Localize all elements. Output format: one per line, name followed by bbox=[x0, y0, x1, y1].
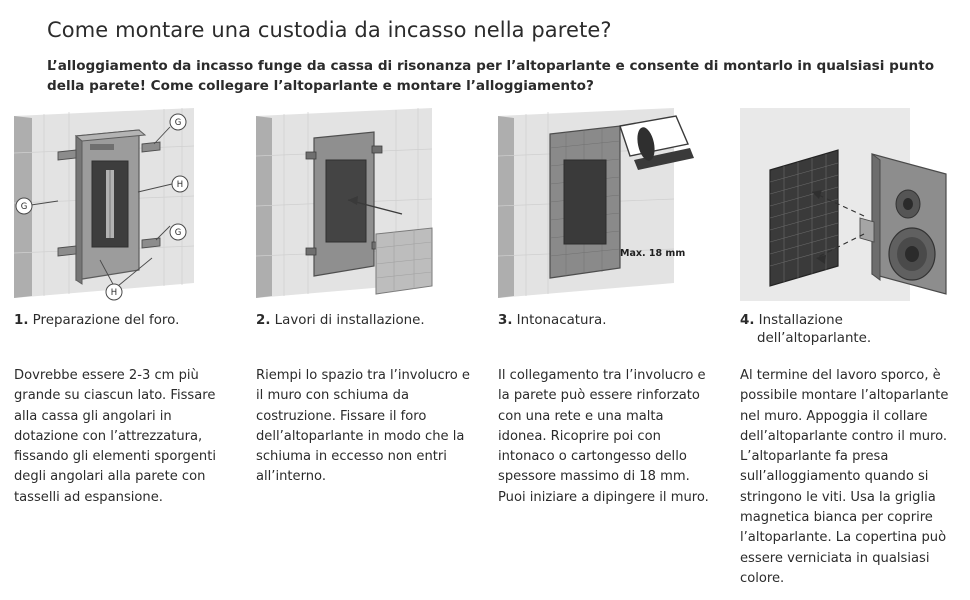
step-title-4: Installazione bbox=[758, 313, 843, 328]
intro-paragraph: L’alloggiamento da incasso funge da cassa di risonanza per l’altoparlante e consente di montarlo in qualsiasi punto della parete! Come collegare l’altoparlante e montare l’alloggiamento? bbox=[47, 58, 935, 94]
step-text-1: Dovrebbe essere 2-3 cm più grande su ciascun lato. Fissare alla cassa gli angolari in dotazione con l’attrezzatura, fissando gli elementi sporgenti degli angolari alla parete con tasselli ad espansione. bbox=[14, 368, 216, 505]
max-thickness-label: Max. 18 mm bbox=[620, 248, 686, 259]
step-heading-2 bbox=[256, 312, 470, 356]
step-text-4: Al termine del lavoro sporco, è possibile montare l’altoparlante nel muro. Appoggia il collare dell’altoparlante contro il muro. L’altoparlante fa presa sull’alloggiamento quando si stringono le viti. Usa la griglia magnetica bianca per coprire l’altoparlante. La copertina può essere verniciata in qualsiasi colore. bbox=[740, 368, 949, 586]
step-column-2 bbox=[242, 108, 484, 589]
plastering-diagram bbox=[498, 108, 712, 301]
steps-container bbox=[0, 108, 970, 589]
step-title-4-line2: dell’altoparlante. bbox=[757, 331, 872, 347]
step-number-3: 3. bbox=[498, 313, 513, 328]
step-heading-4 bbox=[740, 312, 954, 356]
step-title-1: Preparazione del foro. bbox=[32, 313, 180, 328]
step-number-2: 2. bbox=[256, 313, 271, 328]
step-number-4: 4. bbox=[740, 313, 755, 328]
step-heading-3 bbox=[498, 312, 712, 356]
step-heading-1 bbox=[14, 312, 228, 356]
figure-label-g3: G bbox=[20, 202, 28, 212]
step-column-1 bbox=[0, 108, 242, 589]
step-column-4 bbox=[726, 108, 968, 589]
page-title: Come montare una custodia da incasso nella parete? bbox=[47, 18, 612, 42]
step-title-3: Intonacatura. bbox=[516, 313, 607, 328]
figure-label-g2: G bbox=[174, 228, 182, 238]
step-column-3 bbox=[484, 108, 726, 589]
wall-opening-preparation-diagram bbox=[14, 108, 228, 301]
speaker-mounting-diagram bbox=[740, 108, 954, 301]
foam-installation-diagram bbox=[256, 108, 470, 301]
figure-label-g1: G bbox=[174, 118, 182, 128]
step-title-2: Lavori di installazione. bbox=[274, 313, 425, 328]
figure-label-h2: H bbox=[110, 288, 118, 298]
figure-label-h1: H bbox=[176, 180, 184, 190]
step-text-3: Il collegamento tra l’involucro e la parete può essere rinforzato con una rete e una malta idonea. Ricoprire poi con intonaco o cartongesso dello spessore massimo di 18 mm. Puoi iniziare a dipingere il muro. bbox=[498, 368, 709, 505]
step-text-2: Riempi lo spazio tra l’involucro e il muro con schiuma da costruzione. Fissare il foro dell’altoparlante in modo che la schiuma in eccesso non entri all’interno. bbox=[256, 368, 470, 485]
step-number-1: 1. bbox=[14, 313, 29, 328]
